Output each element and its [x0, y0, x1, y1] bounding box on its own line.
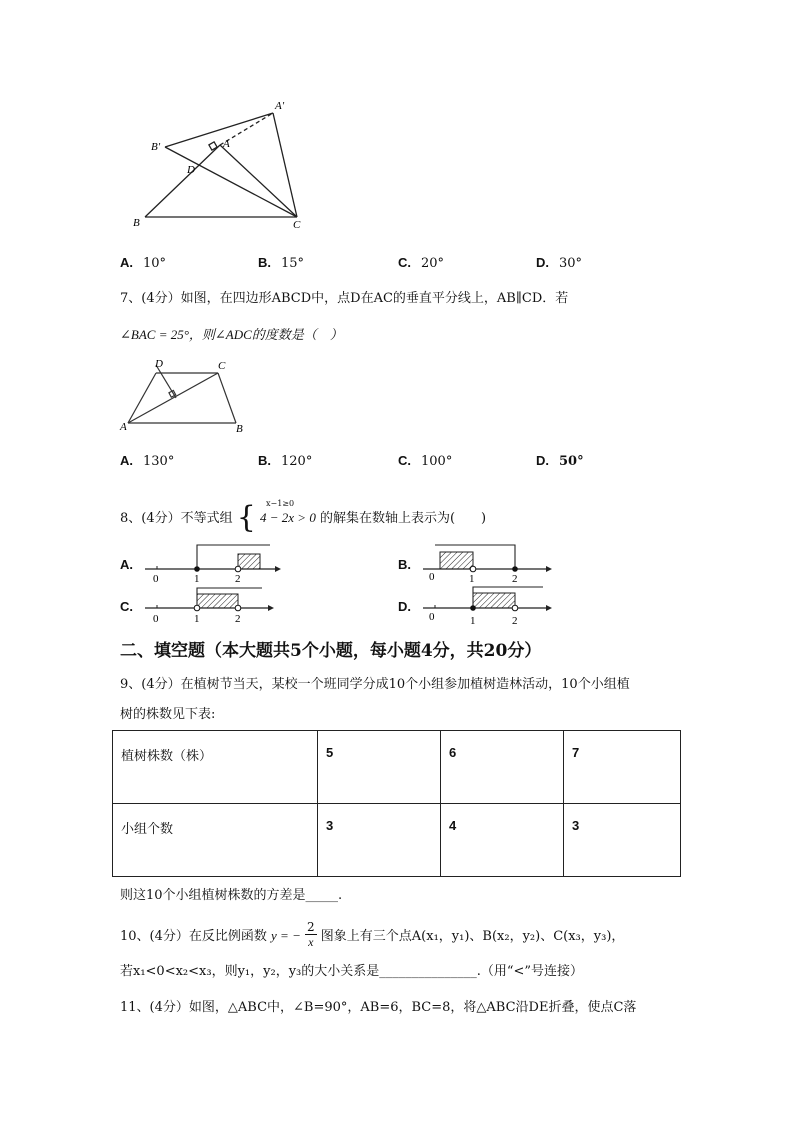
- q9-row1-value-1: 5: [318, 731, 441, 804]
- section-2-title: 二、填空题（本大题共5个小题，每小题4分，共20分）: [120, 641, 542, 661]
- q8-a-tick-label-1: 1: [194, 573, 200, 585]
- q10-stem-line1: [120, 922, 624, 951]
- q9-row2-value-3: 3: [564, 804, 681, 877]
- q6-option-c-letter: C.: [398, 255, 411, 270]
- q8-d-tick-label-0: 0: [429, 611, 435, 623]
- q7-label-A: A: [120, 421, 127, 433]
- q10-fraction-num: 2: [307, 920, 315, 934]
- q8-d-point-2-open: [512, 605, 518, 611]
- q6-label-D: D: [187, 164, 195, 176]
- q7-option-c-letter: C.: [398, 453, 411, 468]
- q9-row1-value-2: 6: [441, 731, 564, 804]
- q6-option-b-value: 15°: [281, 256, 305, 271]
- q8-b-hatch-to-1: [440, 552, 473, 569]
- q7-figure: [118, 355, 253, 435]
- q6-option-c[interactable]: [398, 255, 444, 271]
- q8-b-arrow: [546, 566, 552, 572]
- q6-label-Bp: B′: [151, 141, 161, 153]
- q9-row2-value-2: 4: [441, 804, 564, 877]
- q9-row2-value-1: 3: [318, 804, 441, 877]
- q9-question: 则这10个小组植树株数的方差是_____.: [120, 888, 343, 903]
- q6-option-a-value: 10°: [143, 256, 167, 271]
- q9-table: [112, 730, 681, 877]
- q8-option-b-letter: B.: [398, 557, 411, 572]
- q7-option-d[interactable]: [536, 453, 584, 469]
- q8-numberline-b[interactable]: [418, 540, 563, 585]
- q8-c-arrow: [268, 605, 274, 611]
- q8-numberline-c[interactable]: [140, 584, 285, 629]
- q8-d-tick-label-2: 2: [512, 615, 518, 627]
- q6-seg-AC: [220, 145, 297, 217]
- q6-figure: [125, 95, 310, 235]
- q9-row1-label: 植树株数（株）: [113, 731, 318, 804]
- q7-option-a-value: 130°: [143, 454, 175, 469]
- q8-system: [260, 499, 316, 528]
- q7-option-c-value: 100°: [421, 454, 453, 469]
- q6-option-b-letter: B.: [258, 255, 271, 270]
- q6-option-d[interactable]: [536, 255, 582, 271]
- q8-numberline-a[interactable]: [140, 540, 285, 585]
- q8-option-d-letter: D.: [398, 599, 411, 614]
- q10-func-y: y = −: [271, 928, 301, 943]
- q10-suffix: 图象上有三个点A(x₁，y₁)、B(x₂，y₂)、C(x₃，y₃)，: [320, 929, 625, 944]
- q7-stem-line1: 7、(4分）如图，在四边形ABCD中，点D在AC的垂直平分线上，AB∥CD．若: [120, 291, 569, 306]
- q6-option-d-value: 30°: [559, 256, 583, 271]
- q8-a-tick-label-0: 0: [153, 573, 159, 585]
- q6-label-C: C: [293, 219, 301, 231]
- q8-a-point-2-open: [235, 566, 241, 572]
- q7-label-C: C: [218, 360, 226, 372]
- q6-option-b[interactable]: [258, 255, 304, 271]
- q8-b-tick-label-0: 0: [429, 571, 435, 583]
- q7-label-D: D: [155, 358, 163, 370]
- q6-seg-ApC: [273, 113, 297, 217]
- q6-option-d-letter: D.: [536, 255, 549, 270]
- q8-c-tick-label-2: 2: [235, 613, 241, 625]
- q8-stem: [120, 499, 487, 535]
- q8-b-tick-label-2: 2: [512, 573, 518, 585]
- q7-option-d-letter: D.: [536, 453, 549, 468]
- q8-a-hatch-from-2: [238, 554, 260, 569]
- q8-d-arrow: [546, 605, 552, 611]
- q11-stem-line1: 11、(4分）如图，△ABC中，∠B=90°，AB=6，BC=8，将△ABC沿DE折叠，使点C落: [120, 1000, 637, 1015]
- q10-fraction: [305, 920, 317, 949]
- q8-c-tick-label-0: 0: [153, 613, 159, 625]
- q8-c-point-2-open: [235, 605, 241, 611]
- table-row: [113, 731, 681, 804]
- q8-a-arrow: [275, 566, 281, 572]
- q6-option-c-value: 20°: [421, 256, 445, 271]
- q6-seg-BpC: [165, 147, 297, 217]
- q8-brace: {: [236, 500, 256, 535]
- q8-option-a-letter: A.: [120, 557, 133, 572]
- q7-option-b[interactable]: [258, 453, 312, 469]
- q6-label-B: B: [133, 217, 140, 229]
- q6-label-A: A: [223, 138, 230, 150]
- q6-option-a[interactable]: [120, 255, 166, 271]
- q8-b-point-1-open: [470, 566, 476, 572]
- q8-d-hatch-1-to-2: [473, 593, 515, 608]
- q8-a-point-1-solid: [194, 566, 200, 572]
- q7-option-c[interactable]: [398, 453, 452, 469]
- q8-a-tick-label-2: 2: [235, 573, 241, 585]
- q8-expr: 4 − 2x > 0: [260, 510, 316, 525]
- q8-option-c-letter: C.: [120, 599, 133, 614]
- q8-prefix: 8、(4分）不等式组: [120, 511, 233, 526]
- q8-sup: x−1≥0: [266, 499, 295, 508]
- q8-d-point-1-solid: [470, 605, 476, 611]
- q8-b-tick-label-1: 1: [469, 573, 475, 585]
- q7-stem-line2: ∠BAC = 25°，则∠ADC的度数是（ ）: [120, 327, 343, 342]
- q10-prefix: 10、(4分）在反比例函数: [120, 929, 267, 944]
- q8-c-tick-label-1: 1: [194, 613, 200, 625]
- q7-option-d-value: 50°: [559, 454, 584, 469]
- q6-label-Ap: A′: [275, 100, 285, 112]
- q8-c-hatch-1-to-2: [197, 594, 238, 608]
- q7-option-b-value: 120°: [281, 454, 313, 469]
- q7-option-b-letter: B.: [258, 453, 271, 468]
- q6-seg-BpAp: [165, 113, 273, 147]
- q6-option-a-letter: A.: [120, 255, 133, 270]
- q8-suffix: 的解集在数轴上表示为( ): [319, 511, 487, 526]
- q9-row2-label: 小组个数: [113, 804, 318, 877]
- q7-seg-CB: [218, 373, 236, 423]
- q7-option-a-letter: A.: [120, 453, 133, 468]
- q8-d-tick-label-1: 1: [470, 615, 476, 627]
- q8-numberline-d[interactable]: [418, 584, 563, 629]
- q9-stem-line1: 9、(4分）在植树节当天，某校一个班同学分成10个小组参加植树造林活动，10个小组植: [120, 677, 630, 692]
- q10-fraction-den: x: [308, 935, 314, 949]
- q9-stem-line2: 树的株数见下表:: [120, 707, 216, 722]
- q8-c-point-1-open: [194, 605, 200, 611]
- q7-label-B: B: [236, 423, 243, 435]
- q8-b-point-2-solid: [512, 566, 518, 572]
- q10-stem-line2: 若x₁<0<x₂<x₃，则y₁，y₂，y₃的大小关系是_______________.（用“<”号连接）: [120, 964, 584, 979]
- q9-row1-value-3: 7: [564, 731, 681, 804]
- q7-option-a[interactable]: [120, 453, 174, 469]
- table-row: [113, 804, 681, 877]
